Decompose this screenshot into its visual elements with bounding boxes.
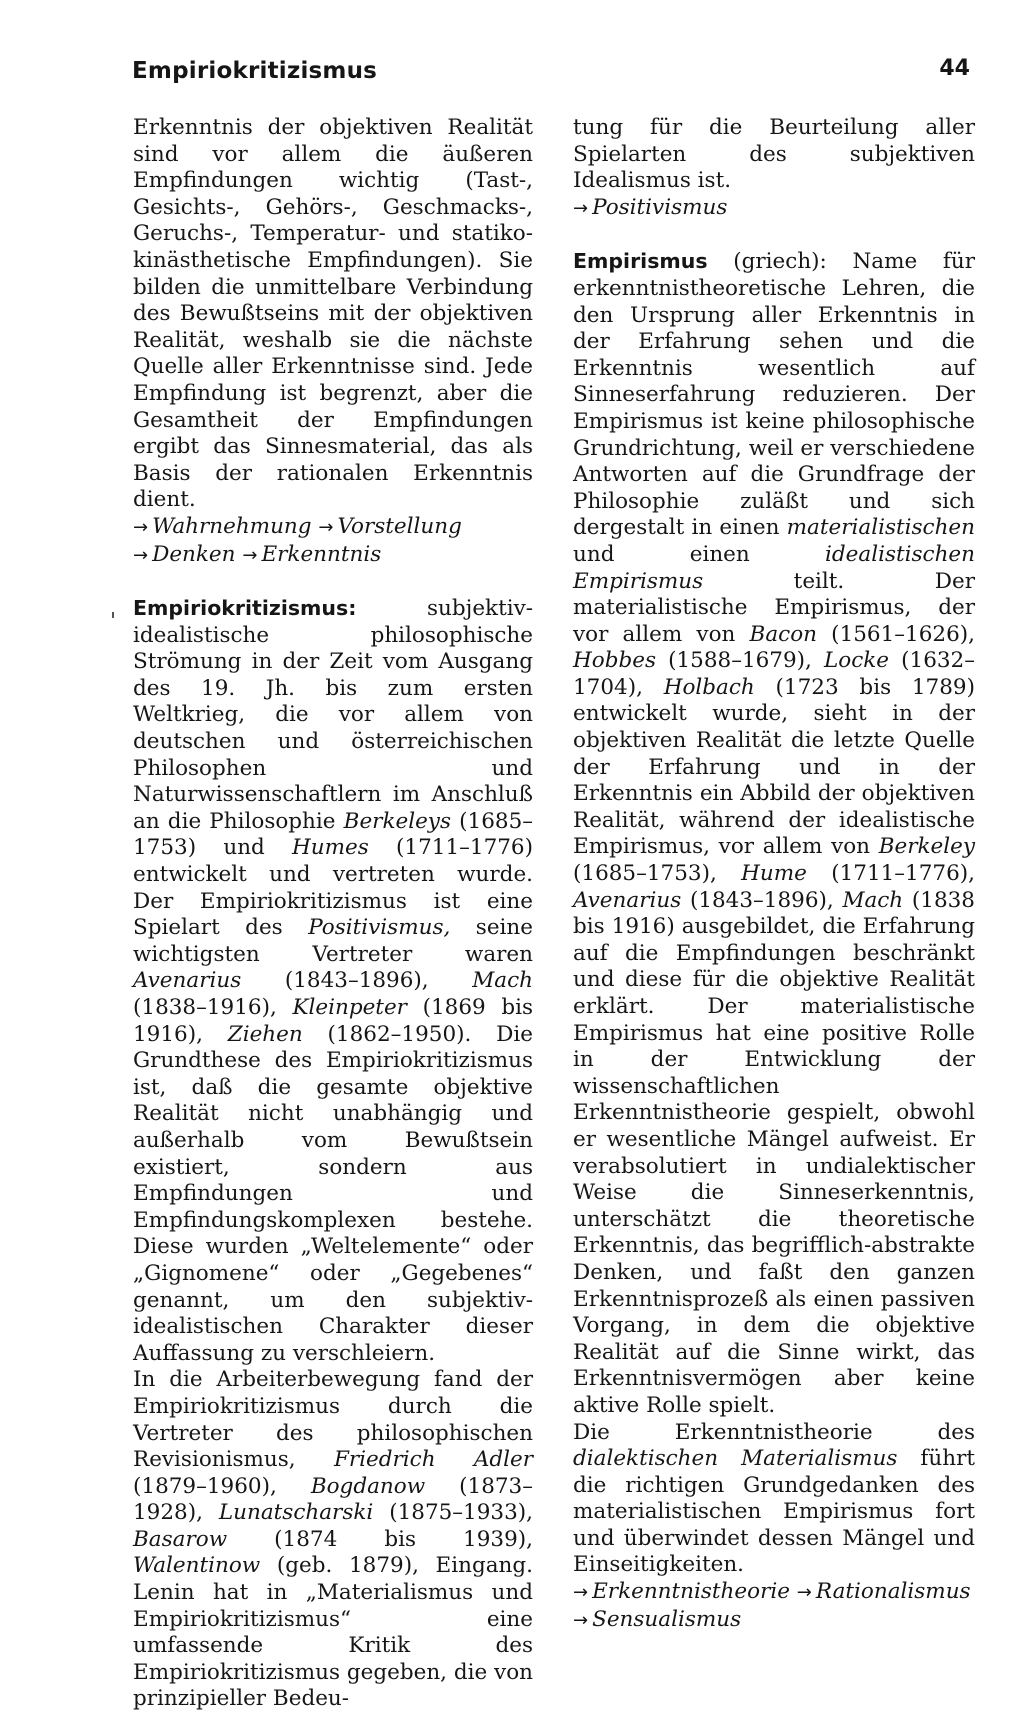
name-basarow: Basarow xyxy=(133,1526,228,1552)
entry-term: Empiriokritizismus: xyxy=(133,596,357,621)
name-locke: Locke xyxy=(824,648,890,674)
entry-empirismus xyxy=(573,248,975,1419)
name-mach: Mach xyxy=(842,887,904,913)
name-berkeleys: Berkeleys xyxy=(343,808,451,834)
entry-text: seine wichtigsten Vertreter waren xyxy=(133,915,533,967)
entry-text: Die Erkenntnistheorie des xyxy=(573,1419,975,1445)
xref-erkenntnistheorie[interactable]: Erkenntnistheorie xyxy=(592,1579,790,1605)
entry-text: In die Arbeiterbewegung fand der Empiriokritizismus durch die Vertreter des philosophischen Revisionismus, xyxy=(133,1367,533,1473)
xref-wahrnehmung[interactable]: Wahrnehmung xyxy=(152,513,312,539)
running-head: Empiriokritizismus xyxy=(132,58,378,84)
paragraph-dialektischer-materialismus xyxy=(573,1420,975,1580)
entry-text: (geb. 1879), Eingang. Lenin hat in „Materialismus und Empiriokritizismus“ eine umfassende Kritik des Empiriokritizismus gegeben, die von prinzipieller Bedeu- xyxy=(133,1553,533,1712)
entry-text: (1632–1704), xyxy=(573,648,975,700)
entry-text: (1588–1679), xyxy=(655,648,824,674)
name-ziehen: Ziehen xyxy=(227,1021,303,1047)
arrow-icon: → xyxy=(133,516,149,538)
name-walentinow: Walentinow xyxy=(133,1553,261,1579)
arrow-icon: → xyxy=(318,516,334,538)
xref-positivismus[interactable]: Positivismus xyxy=(592,194,728,220)
name-bacon: Bacon xyxy=(749,621,817,647)
name-avenarius: Avenarius xyxy=(133,968,242,994)
entry-text: subjektiv-idealistische philosophische Strömung in der Zeit vom Ausgang des 19. Jh. bis zum ersten Weltkrieg, die vor allem von deutschen und österreichischen Philosophen und Naturwissenschaftlern im Anschluß an die Philosophie xyxy=(133,596,533,834)
entry-term: Empirismus xyxy=(573,249,708,274)
entry-text: (1873–1928), xyxy=(133,1473,533,1526)
xref-sensualismus[interactable]: Sensualismus xyxy=(592,1606,742,1632)
term-materialistischen: materialistischen xyxy=(786,515,975,541)
entry-text: (1843–1896), xyxy=(241,968,473,994)
entry-text: (1711–1776) entwickelt und vertreten wurde. Der Empiriokritizismus ist eine Spielart des xyxy=(133,835,533,941)
name-hume: Hume xyxy=(741,861,807,887)
cross-references-1 xyxy=(133,514,533,569)
cross-references-2 xyxy=(573,195,975,223)
name-berkeley: Berkeley xyxy=(878,834,975,860)
name-bogdanow: Bogdanow xyxy=(310,1473,426,1499)
entry-text: (1561–1626), xyxy=(817,621,975,647)
entry-text: (1874 bis 1939), xyxy=(227,1526,533,1552)
name-lunatscharski: Lunatscharski xyxy=(218,1500,374,1526)
arrow-icon: → xyxy=(242,544,258,566)
cross-references-3 xyxy=(573,1579,975,1634)
term-dialektischen-materialismus: dialektischen Materialismus xyxy=(573,1446,898,1472)
name-humes: Humes xyxy=(292,835,369,861)
name-holbach: Holbach xyxy=(663,674,755,700)
entry-text: (1723 bis 1789) entwickelt wurde, sieht in der objektiven Realität die letzte Quelle der Erfahrung und in der Erkenntnis ein Abbild der objektiven Realität, während der idealistische Empirismus, vor allem von xyxy=(573,674,975,860)
page-number: 44 xyxy=(939,56,970,81)
entry-text: (griech): Name für erkenntnistheoretische Lehren, die den Ursprung aller Erkenntnis in der Erfahrung sehen und die Erkenntnis wesentlich auf Sinneserfahrung reduzieren. Der Empirismus ist keine philosophische Grundrichtung, weil er verschiedene Antworten auf die Grundfrage der Philosophie zuläßt und sich dergestalt in einen xyxy=(573,249,975,541)
entry-spacer xyxy=(573,222,975,248)
entry-text: (1838–1916), xyxy=(133,995,293,1020)
name-mach: Mach xyxy=(472,968,533,994)
xref-erkenntnis[interactable]: Erkenntnis xyxy=(261,541,382,567)
entry-empiriokritizismus xyxy=(133,595,533,1367)
entry-text: führt die richtigen Grundgedanken des materialistischen Empirismus fort und überwindet dessen Mängel und Einseitigkeiten. xyxy=(573,1446,975,1578)
entry-text: (1879–1960), xyxy=(133,1473,311,1499)
xref-denken[interactable]: Denken xyxy=(152,541,236,567)
entry-text: (1838 bis 1916) ausgebildet, die Erfahrung auf die Empfindungen beschränkt und diese für die objektive Realität erklärt. Der materialistische Empirismus hat eine positive Rolle in der Entwicklung der wissenschaftlichen Erkenntnistheorie gespielt, obwohl er wesentliche Mängel aufweist. Er verabsolutiert in undialektischer Weise die Sinneserkenntnis, unterschätzt die theoretische Erkenntnis, das begrifflich-abstrakte Denken, und faßt den ganzen Erkenntnisprozeß als einen passiven Vorgang, in dem die objektive Realität auf die Sinne wirkt, das Erkenntnisvermögen aber keine aktive Rolle spielt. xyxy=(573,887,975,1418)
paragraph-continuation: tung für die Beurteilung aller Spielarten des subjektiven Idealismus ist. xyxy=(573,115,975,194)
arrow-icon: → xyxy=(573,1582,589,1604)
entry-text: (1711–1776), xyxy=(806,861,975,887)
name-adler: Friedrich Adler xyxy=(333,1447,533,1473)
entry-text: (1685–1753) und xyxy=(133,808,533,861)
xref-vorstellung[interactable]: Vorstellung xyxy=(337,513,462,539)
arrow-icon: → xyxy=(573,1609,589,1631)
xref-positivismus-inline: Positivismus, xyxy=(308,915,451,941)
arrow-icon: → xyxy=(573,197,589,219)
xref-rationalismus[interactable]: Rationalismus xyxy=(815,1579,971,1605)
entry-spacer xyxy=(133,569,533,595)
right-column xyxy=(573,115,975,1634)
margin-mark xyxy=(112,612,114,618)
name-avenarius: Avenarius xyxy=(573,887,682,913)
entry-text: (1869 bis 1916), xyxy=(133,995,533,1047)
paragraph-arbeiterbewegung xyxy=(133,1367,533,1713)
entry-text: teilt. Der materialistische Empirismus, der vor allem von xyxy=(573,568,975,647)
paragraph-empfindung-end: Erkenntnis der objektiven Realität sind vor allem die äußeren Empfindungen wichtig (Tast-, Gesichts-, Gehörs-, Geschmacks-, Geruchs-, Temperatur- und statiko-kinästhetische Empfindungen). Sie bilden die unmittelbare Verbindung des Bewußtseins mit der objektiven Realität, weshalb sie die nächste Quelle aller Erkenntnisse sind. Jede Empfindung ist begrenzt, aber die Gesamtheit der Empfindungen ergibt das Sinnesmaterial, das als Basis der rationalen Erkenntnis dient. xyxy=(133,115,533,513)
entry-text: (1685–1753), xyxy=(573,861,742,887)
entry-text: (1843–1896), xyxy=(681,887,843,913)
entry-text: (1875–1933), xyxy=(373,1500,533,1526)
name-hobbes: Hobbes xyxy=(573,648,656,674)
arrow-icon: → xyxy=(796,1582,812,1604)
name-kleinpeter: Kleinpeter xyxy=(292,995,407,1020)
entry-text: (1862–1950). Die Grundthese des Empiriokritizismus ist, daß die gesamte objektive Realität nicht unabhängig und außerhalb vom Bewußtsein existiert, sondern aus Empfindungen und Empfindungskomplexen bestehe. Diese wurden „Weltelemente“ oder „Gignomene“ oder „Gegebenes“ genannt, um den subjektiv-idealistischen Charakter dieser Auffassung zu verschleiern. xyxy=(133,1021,533,1366)
term-idealistischen-empirismus: idealistischen Empirismus xyxy=(573,541,975,594)
entry-text: und einen xyxy=(573,541,826,567)
arrow-icon: → xyxy=(133,544,149,566)
left-column xyxy=(133,115,533,1713)
